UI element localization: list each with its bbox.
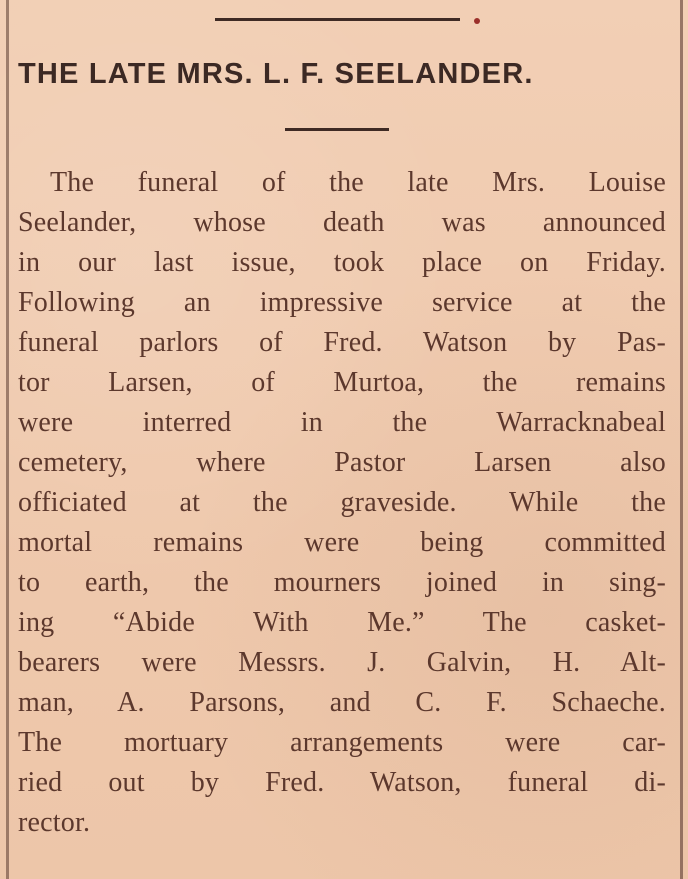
right-column-rule — [680, 0, 683, 879]
article-line-15: The mortuary arrangements were car- — [18, 727, 666, 758]
article-line-3: in our last issue, took place on Friday. — [18, 247, 666, 278]
article-line-9: officiated at the graveside. While the — [18, 487, 666, 518]
article-line-10: mortal remains were being committed — [18, 527, 666, 558]
article-line-5: funeral parlors of Fred. Watson by Pas- — [18, 327, 666, 358]
article-line-2: Seelander, whose death was announced — [18, 207, 666, 238]
article-line-16: ried out by Fred. Watson, funeral di- — [18, 767, 666, 798]
headline-separator-rule — [285, 128, 389, 131]
article-line-14: man, A. Parsons, and C. F. Schaeche. — [18, 687, 666, 718]
top-separator-rule — [215, 18, 460, 21]
article-line-1: The funeral of the late Mrs. Louise — [50, 167, 666, 198]
ink-speck — [474, 18, 480, 24]
article-headline: THE LATE MRS. L. F. SEELANDER. — [18, 58, 534, 90]
article-line-17: rector. — [18, 807, 91, 838]
article-line-12: ing “Abide With Me.” The casket- — [18, 607, 666, 638]
article-line-13: bearers were Messrs. J. Galvin, H. Alt- — [18, 647, 666, 678]
article-line-6: tor Larsen, of Murtoa, the remains — [18, 367, 666, 398]
article-body — [18, 163, 666, 843]
article-line-8: cemetery, where Pastor Larsen also — [18, 447, 666, 478]
article-line-4: Following an impressive service at the — [18, 287, 666, 318]
left-column-rule — [6, 0, 9, 879]
article-line-7: were interred in the Warracknabeal — [18, 407, 666, 438]
article-line-11: to earth, the mourners joined in sing- — [18, 567, 666, 598]
